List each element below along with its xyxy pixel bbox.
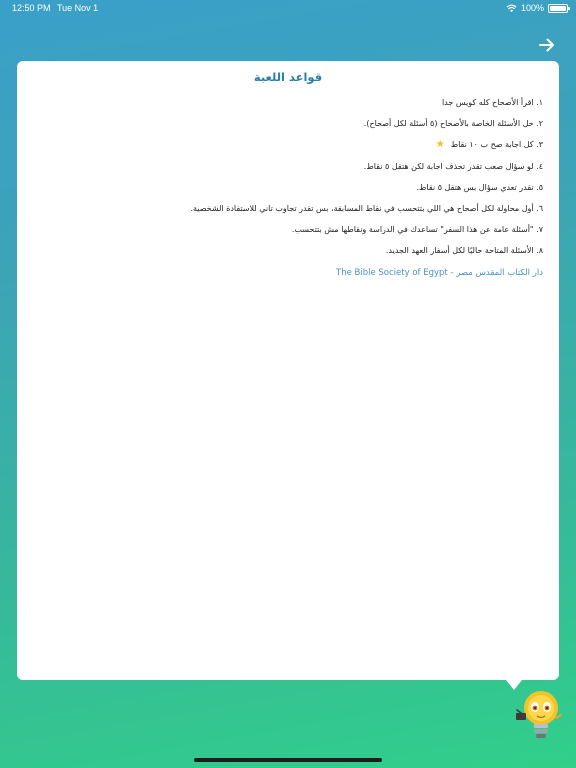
star-icon: ★ [435,139,445,151]
rules-list [33,97,543,279]
rule-item: ٨. الأسئلة المتاحة حاليًا لكل أسفار العهد الجديد. [385,246,543,256]
status-date: Tue Nov 1 [57,3,99,13]
rule-item: ٥. تقدر تعدي سؤال بس هتقل ٥ نقاط. [416,182,543,192]
status-bar [0,0,576,18]
rule-item: ٧. "أسئلة عامة عن هذا السفر" تساعدك في الدراسة ونقاطها مش بتتحسب. [291,225,543,235]
battery-percent: 100% [520,3,544,13]
battery-icon [548,4,568,13]
status-right-group [506,3,568,13]
rule-item: ٤. لو سؤال صعب تقدر تحذف اجابة لكن هتقل ٥ نقاط. [363,161,543,171]
rules-card [17,61,559,680]
wifi-icon [506,4,517,13]
status-time: 12:50 PM [12,3,51,13]
rule-item: ٢. حل الأسئلة الخاصة بالأصحاح (٥ أسئلة لكل أصحاح). [363,119,543,129]
rule-item-text: ٣. كل اجابة صح ب ١٠ نقاط [450,140,543,150]
home-indicator[interactable] [194,758,382,762]
rule-item-with-star [33,139,543,160]
rule-item: ١. اقرأ الأصحاح كله كويس جدا [441,98,543,107]
credit-link[interactable]: دار الكتاب المقدس مصر - The Bible Society of Egypt [336,267,543,278]
arrow-right-icon[interactable] [538,36,556,54]
rule-item: ٦. أول محاولة لكل أصحاح هي اللي بتتحسب في نقاط المسابقة، بس تقدر تجاوب تاني للاستفادة الشخصية. [190,203,543,213]
lightbulb-mascot-icon[interactable] [512,688,564,744]
page-title: قواعد اللعبة [253,70,323,84]
